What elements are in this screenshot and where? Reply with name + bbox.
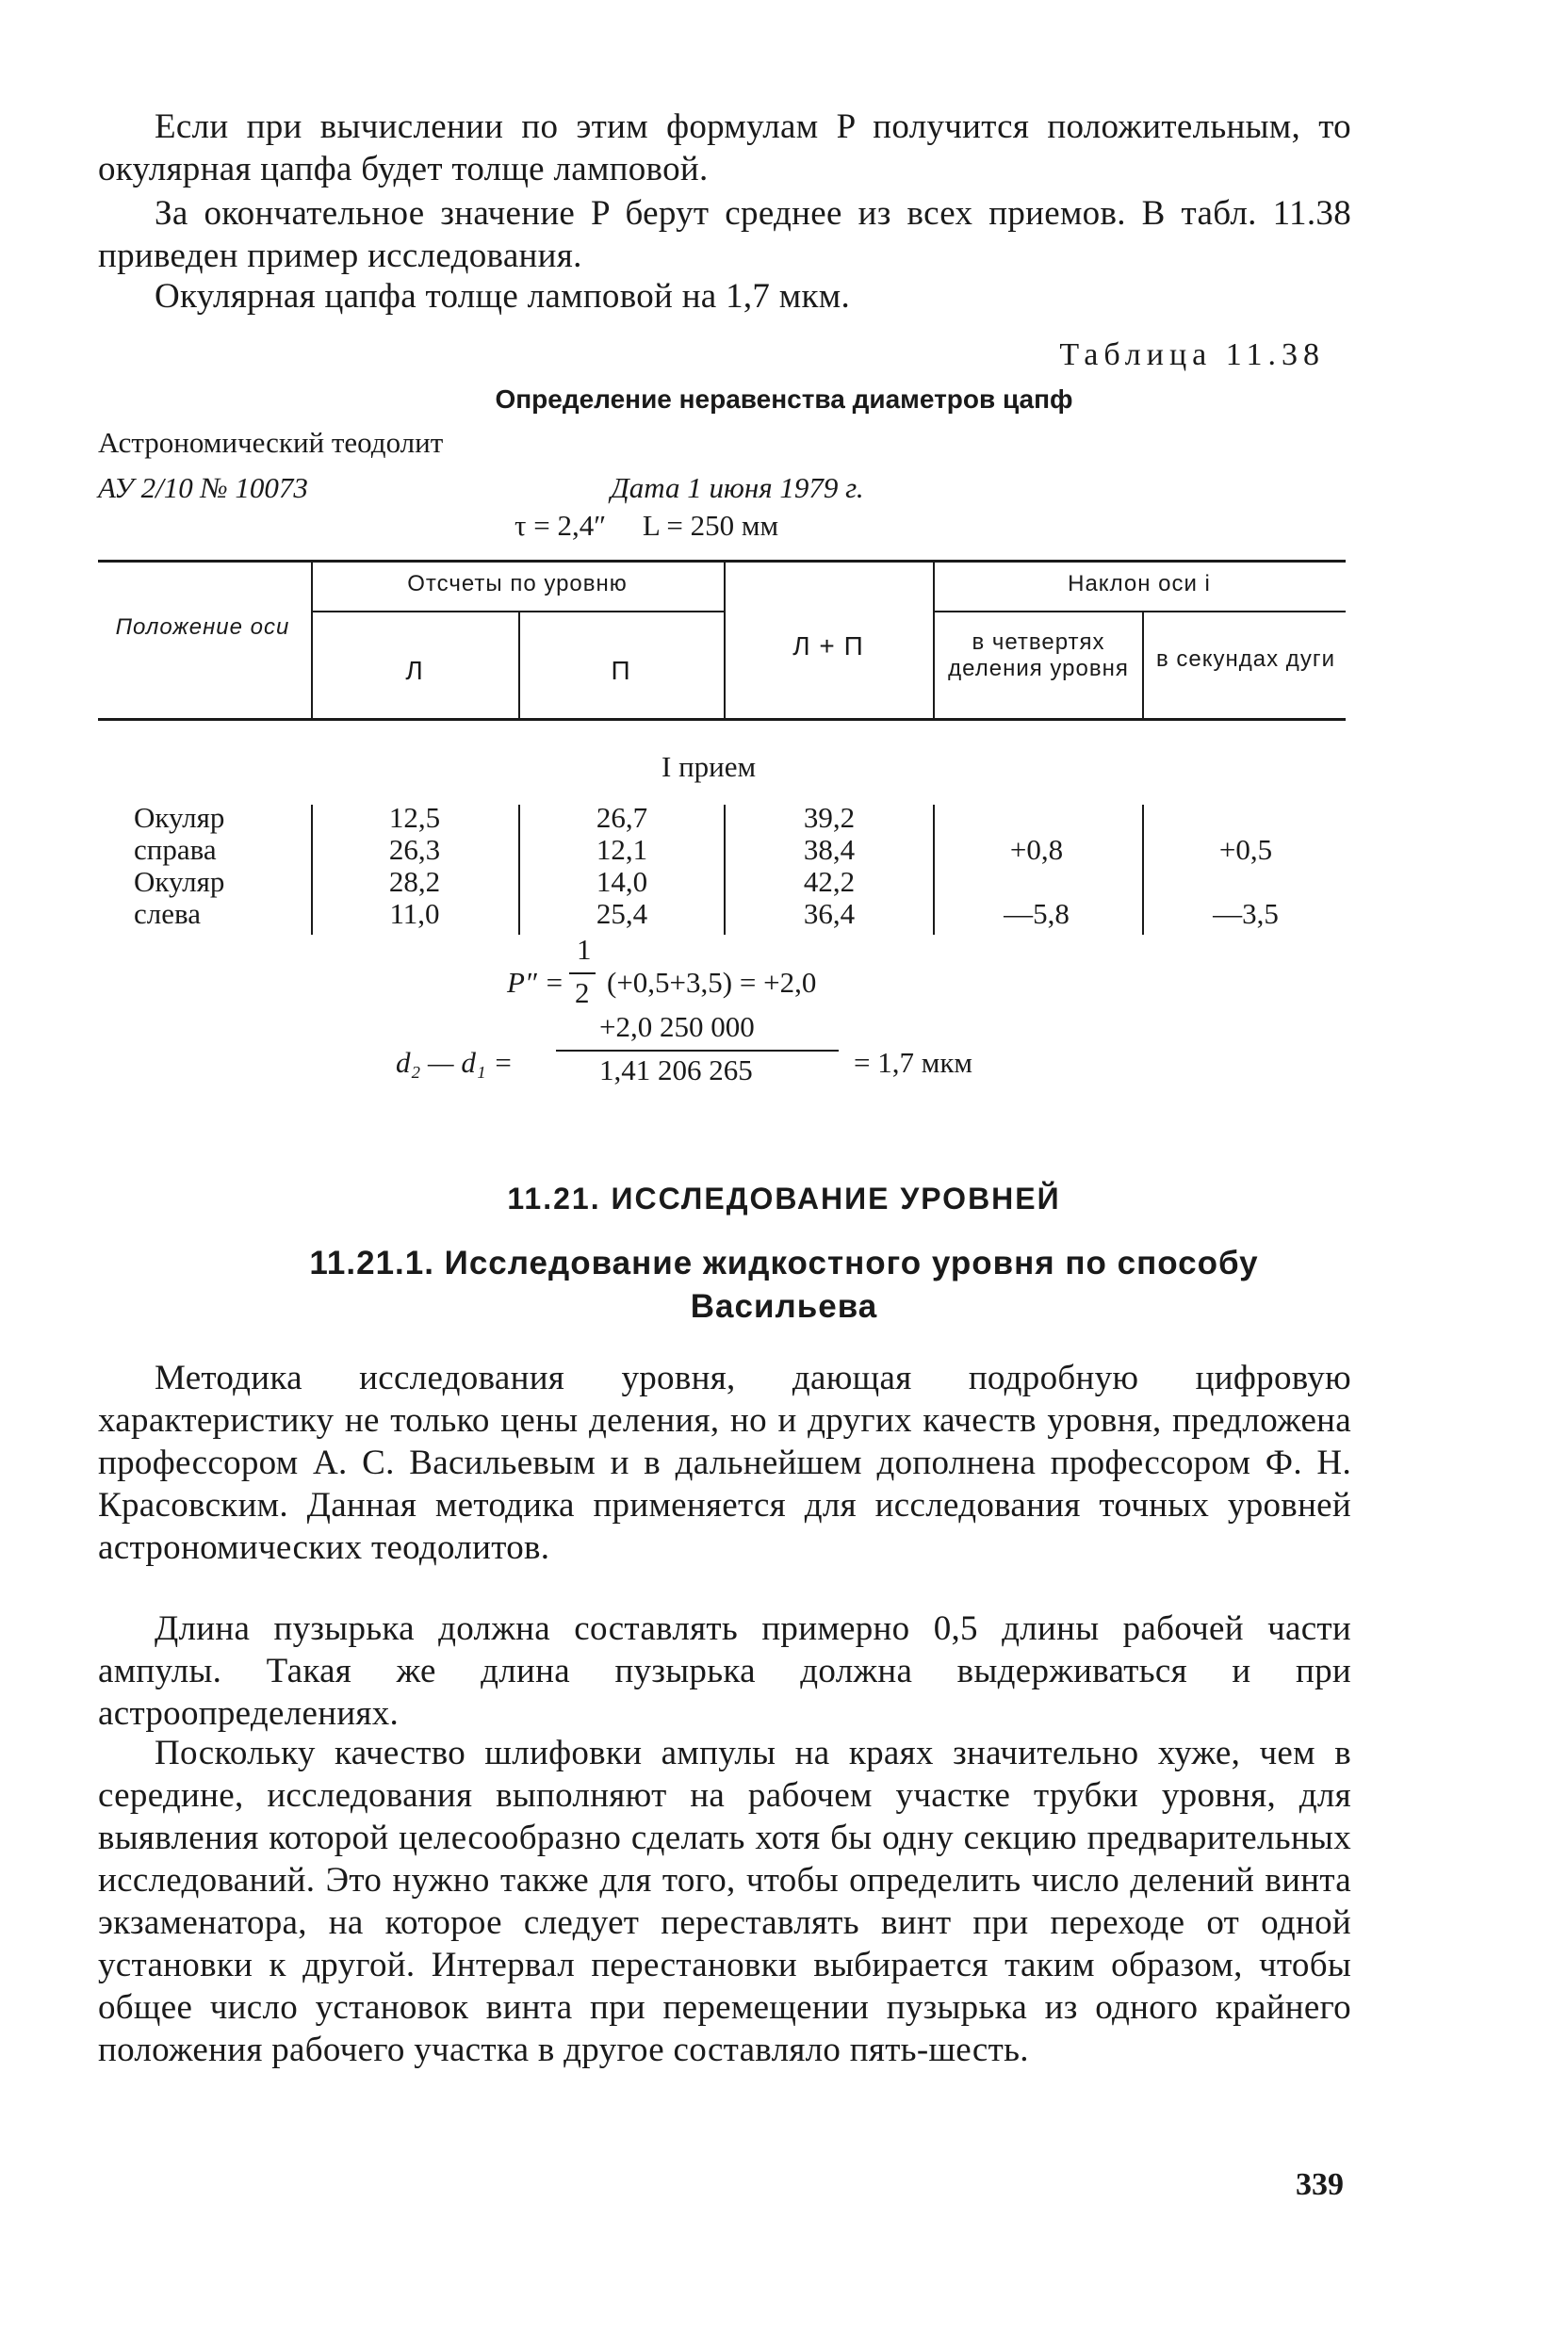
formula-d-rhs: = 1,7 мкм <box>854 1046 973 1079</box>
header-quarters: в четвертях деления уровня <box>948 629 1129 681</box>
row-position: справа <box>134 833 217 866</box>
header-right: П <box>611 656 631 685</box>
table-top-rule <box>98 560 1346 563</box>
body-paragraph-2: Длина пузырька должна составлять примерно 0,5 длины рабочей части ампулы. Такая же длина пузырька должна выдерживаться и при астроопределениях. <box>98 1609 1351 1733</box>
header-tilt: Наклон оси i <box>1068 571 1211 596</box>
body-paragraph-1: Методика исследования уровня, дающая подробную цифровую характеристику не только цены деления, но и других качеств уровня, предложена профессором А. С. Васильевым и в дальнейшем дополнена профессором Ф. Н. Красовским. Данная методика применяется для исследования точных уровней астрономических теодолитов. <box>98 1359 1351 1567</box>
formula-d-denominator: 1,41 206 265 <box>599 1053 753 1086</box>
row-left-reading: 26,3 <box>388 833 441 866</box>
row-position: слева <box>134 897 201 930</box>
row-position: Окуляр <box>134 865 225 898</box>
table-title: Определение неравенства диаметров цапф <box>495 384 1073 414</box>
header-sum: Л + П <box>792 631 864 661</box>
header-left: Л <box>405 656 424 685</box>
table-params: τ = 2,4″ L = 250 мм <box>514 509 779 542</box>
row-sum: 38,4 <box>803 833 856 866</box>
row-left-reading: 11,0 <box>389 897 440 930</box>
table-divider <box>1142 612 1144 718</box>
intro-paragraph-3: Окулярная цапфа толще ламповой на 1,7 мкм. <box>155 277 851 316</box>
row-sum: 36,4 <box>803 897 856 930</box>
table-caption: Таблица 11.38 <box>1059 337 1325 372</box>
subsection-heading-line1: 11.21.1. Исследование жидкостного уровня по способу <box>309 1245 1259 1281</box>
table-divider <box>724 805 726 935</box>
table-date: Дата 1 июня 1979 г. <box>611 471 864 504</box>
formula-p-numerator: 1 <box>577 933 592 966</box>
formula-p-denominator: 2 <box>575 976 590 1009</box>
tilt-quarters: +0,8 <box>1009 833 1064 866</box>
row-right-reading: 14,0 <box>596 865 648 898</box>
table-divider <box>518 805 520 935</box>
tilt-quarters: —5,8 <box>1004 897 1070 930</box>
intro-paragraph-2: За окончательное значение P берут среднее из всех приемов. В табл. 11.38 приведен пример исследования. <box>98 194 1351 275</box>
formula-p-rhs: (+0,5+3,5) = +2,0 <box>607 966 817 999</box>
row-left-reading: 12,5 <box>388 801 441 834</box>
tilt-seconds: +0,5 <box>1218 833 1273 866</box>
row-right-reading: 26,7 <box>596 801 648 834</box>
formula-d-numerator: +2,0 250 000 <box>599 1010 755 1043</box>
formula-d-lhs: d₂ — d₁ = <box>396 1046 514 1079</box>
subsection-heading-line2: Васильева <box>690 1288 878 1325</box>
table-divider <box>311 805 313 935</box>
row-sum: 42,2 <box>803 865 856 898</box>
formula-p-lhs: P″ = <box>507 966 564 999</box>
table-divider <box>933 805 935 935</box>
reception-label: I прием <box>662 750 757 783</box>
body-paragraph-3: Поскольку качество шлифовки ампулы на краях значительно хуже, чем в середине, исследования выполняют на рабочем участке трубки уровня, для выявления которой целесообразно сделать хотя бы одну секцию предварительных исследований. Это нужно также для того, чтобы определить число делений винта экзаменатора, на которое следует переставлять винт при переходе от одной установки к другой. Интервал перестановки выбирается таким образом, чтобы общее число установок винта при перемещении пузырька из одного крайнего положения рабочего участка в другое составляло пять-шесть. <box>98 1734 1351 2069</box>
table-model: АУ 2/10 № 10073 <box>98 471 308 504</box>
formula-p-fraction-bar <box>569 972 596 974</box>
table-tilt-rule <box>933 611 1346 612</box>
row-sum: 39,2 <box>803 801 856 834</box>
table-divider <box>1142 805 1144 935</box>
header-position: Положение оси <box>115 614 290 640</box>
header-readings: Отсчеты по уровню <box>407 571 628 596</box>
table-instrument: Астрономический теодолит <box>98 426 444 459</box>
table-readings-rule <box>311 611 724 612</box>
header-seconds: в секундах дуги <box>1156 646 1335 672</box>
section-heading: 11.21. ИССЛЕДОВАНИЕ УРОВНЕЙ <box>507 1182 1061 1216</box>
intro-paragraph-1: Если при вычислении по этим формулам P получится положительным, то окулярная цапфа будет толще ламповой. <box>98 107 1351 188</box>
table-header-bottom-rule <box>98 718 1346 721</box>
formula-d-fraction-bar <box>556 1050 839 1052</box>
page-number: 339 <box>1296 2167 1344 2202</box>
row-right-reading: 25,4 <box>596 897 648 930</box>
row-left-reading: 28,2 <box>388 865 441 898</box>
row-position: Окуляр <box>134 801 225 834</box>
row-right-reading: 12,1 <box>596 833 648 866</box>
tilt-seconds: —3,5 <box>1213 897 1279 930</box>
